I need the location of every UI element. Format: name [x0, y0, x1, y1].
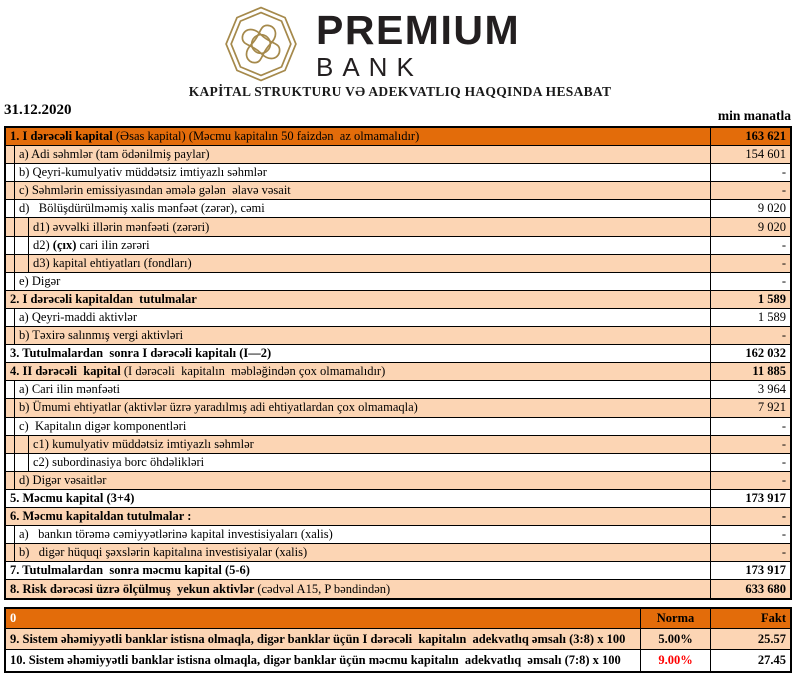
table-row — [6, 182, 790, 200]
table-row — [6, 273, 790, 291]
page-title: KAPİTAL STRUKTURU VƏ ADEKVATLIQ HAQQINDA HESABAT — [188, 84, 612, 99]
row-label: 3. Tutulmalardan sonra I dərəcəli kapitalı (I—2) — [10, 346, 272, 361]
row-label: 5. Məcmu kapital (3+4) — [10, 490, 135, 505]
ratio-header-left: 0 — [10, 611, 17, 625]
bank-emblem-knot-icon — [222, 6, 300, 82]
indent-cell — [6, 255, 15, 272]
table-row — [6, 146, 790, 164]
ratio-row-label: 10. Sistem əhəmiyyətli banklar istisna olmaqla, digər banklar üçün məcmu kapitalın adekvatlıq əmsalı (7:8) x 100 — [10, 653, 621, 667]
row-label: a) Qeyri-maddi aktivlər — [19, 309, 138, 324]
row-label: b) digər hüquqi şəxslərin kapitalına investisiyalar (xalis) — [19, 545, 308, 560]
indent-cell — [15, 237, 29, 254]
row-label: c) Səhmlərin emissiyasından əmələ gələn əlavə vəsait — [19, 183, 291, 198]
row-label: d) Digər vəsaitlər — [19, 472, 107, 487]
row-label: a) Cari ilin mənfəəti — [19, 382, 121, 397]
row-value: - — [710, 255, 790, 272]
indent-cell — [6, 182, 15, 199]
table-row — [6, 490, 790, 508]
row-value: - — [710, 544, 790, 561]
table-row — [6, 472, 790, 490]
bank-name: PREMIUM — [316, 7, 521, 53]
indent-cell — [6, 544, 15, 561]
norma-value: 5.00% — [640, 629, 710, 649]
indent-cell — [6, 237, 15, 254]
capital-structure-table — [4, 126, 792, 600]
table-row — [6, 418, 790, 436]
table-row — [6, 218, 790, 236]
indent-cell — [6, 399, 15, 416]
row-value: - — [710, 237, 790, 254]
unit-label: min manatla — [717, 108, 791, 123]
table-row — [6, 345, 790, 363]
row-value: 7 921 — [710, 399, 790, 416]
indent-cell — [6, 418, 15, 435]
row-value: - — [710, 327, 790, 344]
indent-cell — [15, 436, 29, 453]
indent-cell — [6, 436, 15, 453]
indent-cell — [6, 472, 15, 489]
ratio-row — [6, 629, 790, 650]
row-label: c) Kapitalın digər komponentləri — [19, 418, 187, 433]
ratio-row — [6, 650, 790, 671]
row-label: c2) subordinasiya borc öhdəlikləri — [33, 454, 205, 469]
table-row — [6, 363, 790, 381]
table-row — [6, 327, 790, 345]
norma-column-header: Norma — [640, 609, 710, 628]
row-label: a) Adi səhmlər (tam ödənilmiş paylar) — [19, 147, 210, 162]
row-label: 7. Tutulmalardan sonra məcmu kapital (5-6) — [10, 563, 250, 578]
row-value: - — [710, 273, 790, 290]
row-label: 8. Risk dərəcəsi üzrə ölçülmuş yekun aktivlər (cədvəl A15, P bəndindən) — [10, 581, 391, 596]
indent-cell — [6, 273, 15, 290]
row-value: - — [710, 182, 790, 199]
row-value: - — [710, 418, 790, 435]
row-label: d) Bölüşdürülməmiş xalis mənfəət (zərər), cəmi — [19, 201, 265, 216]
table-row — [6, 526, 790, 544]
indent-cell — [6, 146, 15, 163]
row-value: 154 601 — [710, 146, 790, 163]
row-label: d2) (çıx) cari ilin zərəri — [33, 237, 150, 252]
table-row — [6, 164, 790, 182]
table-row — [6, 291, 790, 309]
indent-cell — [6, 218, 15, 235]
row-label: e) Digər — [19, 273, 61, 288]
row-value: 162 032 — [710, 345, 790, 362]
row-label: 6. Məcmu kapitaldan tutulmalar : — [10, 509, 192, 524]
row-value: - — [710, 508, 790, 525]
row-value: 633 680 — [710, 580, 790, 598]
bank-name-sub: BANK — [316, 52, 423, 82]
indent-cell — [6, 200, 15, 217]
indent-cell — [6, 454, 15, 471]
ratio-header-row — [6, 609, 790, 629]
report-date: 31.12.2020 — [4, 102, 72, 118]
bank-wordmark — [316, 6, 520, 80]
indent-cell — [6, 526, 15, 543]
table-row — [6, 381, 790, 399]
row-label: d3) kapital ehtiyatları (fondları) — [33, 255, 192, 270]
table-row — [6, 309, 790, 327]
indent-cell — [15, 454, 29, 471]
row-value: 163 621 — [710, 128, 790, 145]
row-value: 9 020 — [710, 200, 790, 217]
table-row — [6, 562, 790, 580]
row-label: 2. I dərəcəli kapitaldan tutulmalar — [10, 291, 197, 306]
row-label: 1. I dərəcəli kapital (Əsas kapital) (Məcmu kapitalın 50 faizdən az olmamalıdır) — [10, 129, 420, 144]
row-label: 4. II dərəcəli kapital (I dərəcəli kapitalın məbləğindən çox olmamalıdır) — [10, 364, 386, 379]
indent-cell — [6, 309, 15, 326]
row-label: a) bankın törəmə cəmiyyətlərinə kapital investisiyaları (xalis) — [19, 527, 333, 542]
table-row — [6, 237, 790, 255]
ratio-row-label: 9. Sistem əhəmiyyətli banklar istisna olmaqla, digər banklar üçün I dərəcəli kapitalın adekvatlıq əmsalı (3:8) x 100 — [10, 631, 626, 646]
row-value: 1 589 — [710, 309, 790, 326]
table-row — [6, 200, 790, 218]
table-row — [6, 399, 790, 417]
row-value: - — [710, 436, 790, 453]
row-value: - — [710, 164, 790, 181]
row-label: c1) kumulyativ müddətsiz imtiyazlı səhmlər — [33, 436, 254, 451]
indent-cell — [15, 255, 29, 272]
table-row — [6, 544, 790, 562]
table-row — [6, 454, 790, 472]
norma-value: 9.00% — [640, 650, 710, 671]
indent-cell — [15, 218, 29, 235]
row-value: 3 964 — [710, 381, 790, 398]
table-row — [6, 580, 790, 598]
indent-cell — [6, 381, 15, 398]
table-row — [6, 508, 790, 526]
row-value: - — [710, 472, 790, 489]
row-value: - — [710, 526, 790, 543]
row-value: 9 020 — [710, 218, 790, 235]
indent-cell — [6, 164, 15, 181]
fakt-column-header: Fakt — [710, 609, 790, 628]
row-label: b) Təxirə salınmış vergi aktivləri — [19, 328, 184, 343]
row-label: b) Ümumi ehtiyatlar (aktivlər üzrə yaradılmış adi ehtiyatlardan çox olmamaqla) — [19, 400, 418, 415]
adequacy-ratio-table — [4, 607, 792, 673]
indent-cell — [6, 327, 15, 344]
table-row — [6, 255, 790, 273]
row-value: 1 589 — [710, 291, 790, 308]
row-label: b) Qeyri-kumulyativ müddətsiz imtiyazlı səhmlər — [19, 165, 267, 180]
row-value: 173 917 — [710, 490, 790, 507]
row-value: 11 885 — [710, 363, 790, 380]
row-value: 173 917 — [710, 562, 790, 579]
bank-logo — [222, 6, 520, 82]
table-row — [6, 128, 790, 146]
row-value: - — [710, 454, 790, 471]
fakt-value: 27.45 — [710, 650, 790, 671]
row-label: d1) əvvəlki illərin mənfəəti (zərəri) — [33, 219, 210, 234]
fakt-value: 25.57 — [710, 629, 790, 649]
table-row — [6, 436, 790, 454]
